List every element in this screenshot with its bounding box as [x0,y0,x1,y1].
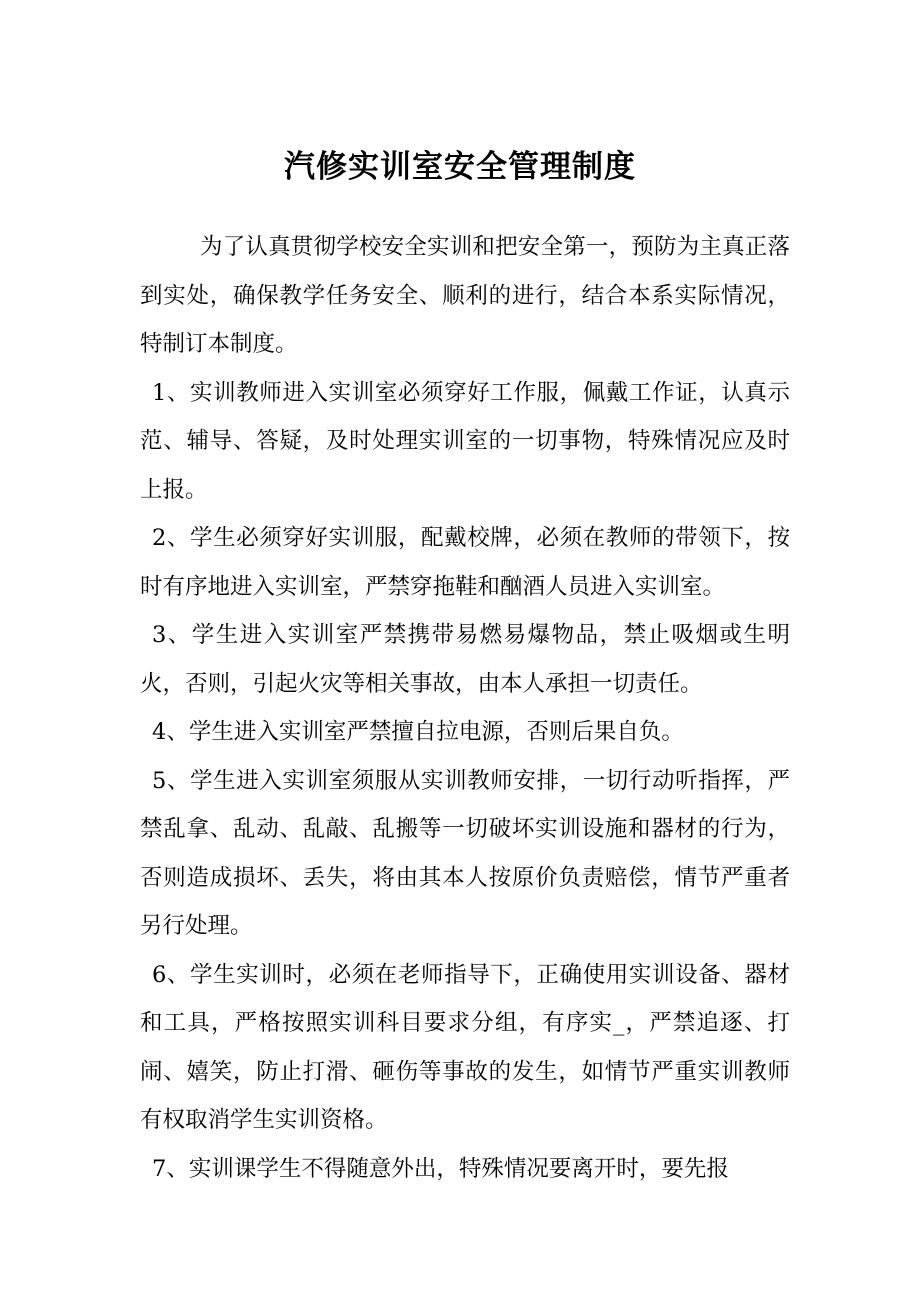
rule-item-3: 3、学生进入实训室严禁携带易燃易爆物品，禁止吸烟或生明火，否则，引起火灾等相关事故，由本人承担一切责任。 [140,622,790,697]
rule-item-1: 1、实训教师进入实训室必须穿好工作服，佩戴工作证，认真示范、辅导、答疑，及时处理实训室的一切事物，特殊情况应及时上报。 [140,379,790,503]
document-body [140,223,790,1193]
rule-item-4: 4、学生进入实训室严禁擅自拉电源，否则后果自负。 [152,719,684,745]
rule-item-5: 5、学生进入实训室须服从实训教师安排，一切行动听指挥，严禁乱拿、乱动、乱敲、乱搬等一切破坏实训设施和器材的行为，否则造成损坏、丢失，将由其本人按原价负责赔偿，情节严重者另行处理。 [140,767,790,939]
rule-item-2: 2、学生必须穿好实训服，配戴校牌，必须在教师的带领下，按时有序地进入实训室，严禁穿拖鞋和酗酒人员进入实训室。 [140,525,790,600]
rule-item-6: 6、学生实训时，必须在老师指导下，正确使用实训设备、器材和工具，严格按照实训科目要求分组，有序实_，严禁追逐、打闹、嬉笑，防止打滑、砸伤等事故的发生，如情节严重实训教师有权取消学生实训资格。 [140,961,790,1133]
intro-paragraph: 为了认真贯彻学校安全实训和把安全第一，预防为主真正落到实处，确保教学任务安全、顺利的进行，结合本系实际情况，特制订本制度。 [140,234,790,357]
rule-item-7: 7、实训课学生不得随意外出，特殊情况要离开时，要先报 [152,1155,729,1182]
document-title: 汽修实训室安全管理制度 [284,149,636,185]
